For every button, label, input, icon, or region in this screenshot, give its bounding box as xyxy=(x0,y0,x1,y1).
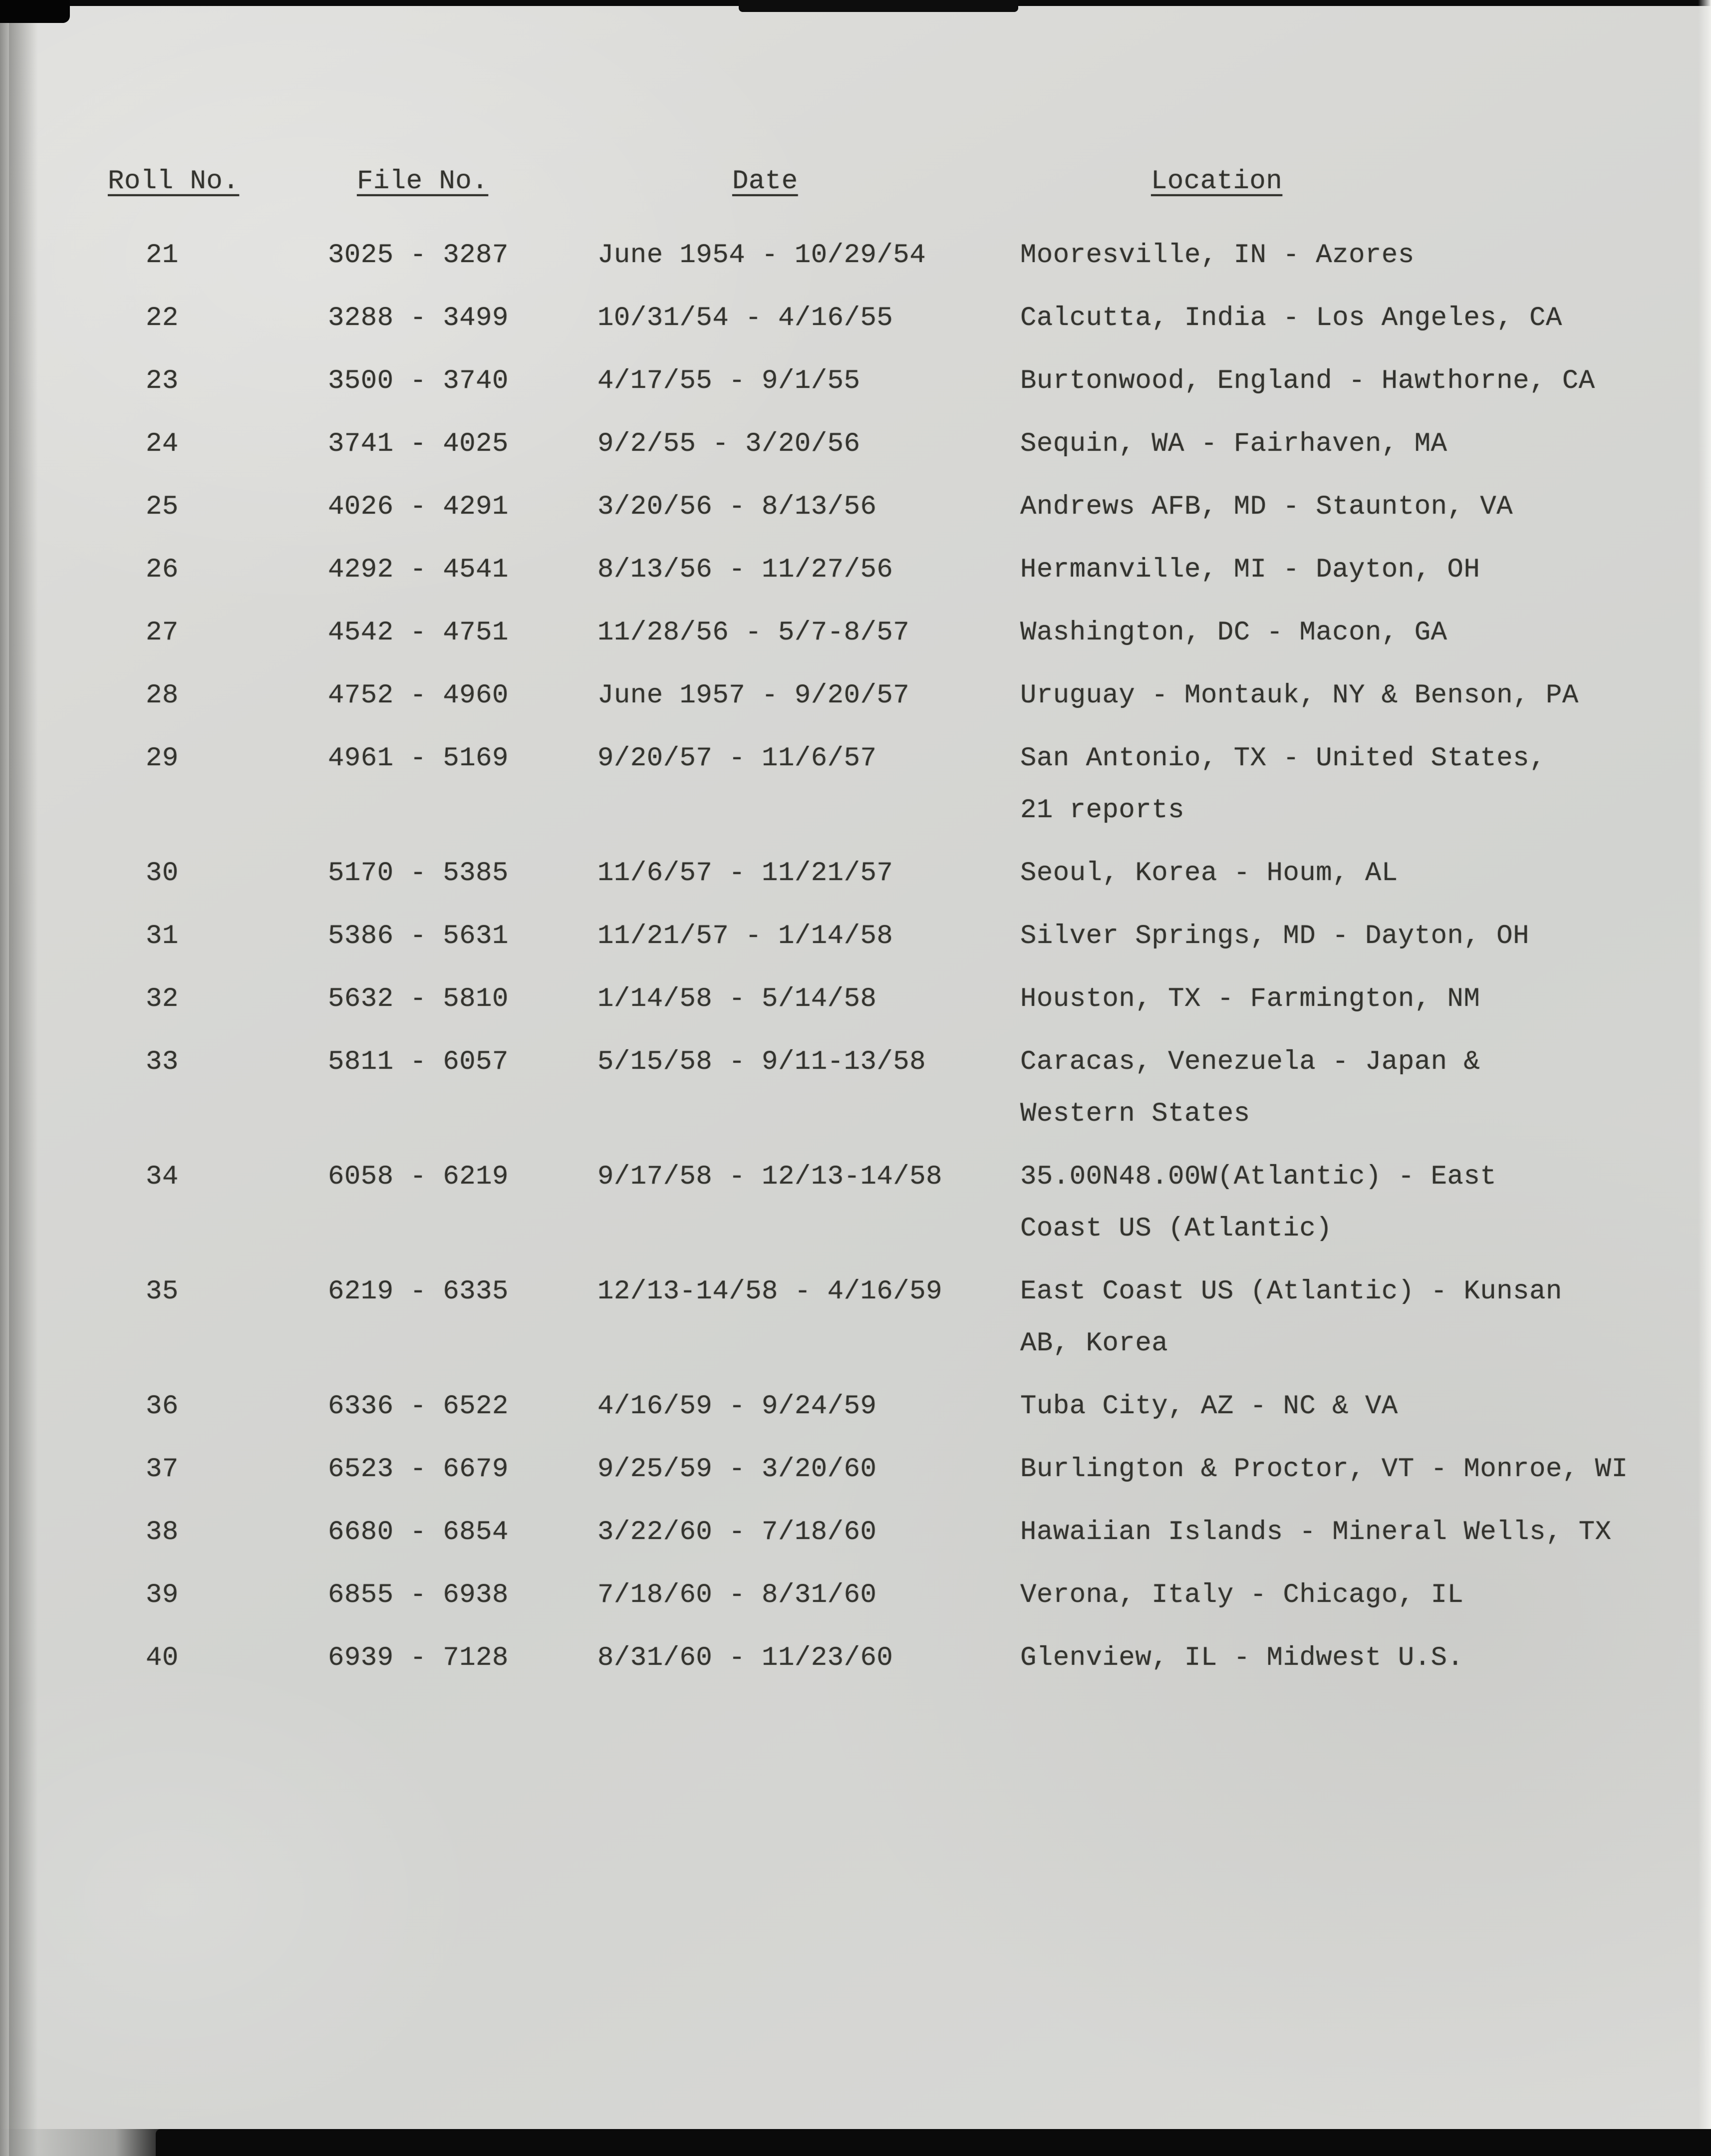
cell-file: 6939 - 7128 xyxy=(328,1643,509,1673)
cell-roll: 21 xyxy=(146,240,179,271)
cell-roll: 29 xyxy=(146,743,179,774)
scan-bottom-edge-fade xyxy=(0,2129,165,2156)
table-row xyxy=(108,481,1681,533)
location-line: Verona, Italy - Chicago, IL xyxy=(1020,1580,1464,1610)
cell-location xyxy=(1020,1151,1681,1255)
cell-roll: 34 xyxy=(146,1162,179,1192)
table-row xyxy=(108,293,1681,344)
cell-location xyxy=(1020,418,1681,470)
table-row xyxy=(108,607,1681,659)
location-line: Seoul, Korea - Houm, AL xyxy=(1020,858,1398,889)
location-line: Western States xyxy=(1020,1099,1250,1129)
cell-location xyxy=(1020,1266,1681,1370)
cell-roll: 26 xyxy=(146,555,179,585)
table-row xyxy=(108,1036,1681,1140)
cell-roll: 36 xyxy=(146,1391,179,1422)
cell-location xyxy=(1020,733,1681,837)
column-header-roll-no: Roll No. xyxy=(108,166,240,197)
cell-date: 11/6/57 - 11/21/57 xyxy=(597,858,893,889)
cell-file: 6058 - 6219 xyxy=(328,1162,509,1192)
cell-location xyxy=(1020,911,1681,962)
cell-date: 8/31/60 - 11/23/60 xyxy=(597,1643,893,1673)
cell-file: 6523 - 6679 xyxy=(328,1454,509,1485)
cell-date: 3/20/56 - 8/13/56 xyxy=(597,492,877,522)
cell-date: 10/31/54 - 4/16/55 xyxy=(597,303,893,333)
table-row xyxy=(108,911,1681,962)
cell-date: 4/17/55 - 9/1/55 xyxy=(597,366,860,396)
cell-date: 4/16/59 - 9/24/59 xyxy=(597,1391,877,1422)
cell-roll: 32 xyxy=(146,984,179,1014)
column-header-date: Date xyxy=(732,166,798,197)
cell-location xyxy=(1020,1507,1681,1558)
location-line: Washington, DC - Macon, GA xyxy=(1020,617,1447,648)
table-row xyxy=(108,1381,1681,1433)
cell-file: 4292 - 4541 xyxy=(328,555,509,585)
cell-location xyxy=(1020,355,1681,407)
cell-roll: 40 xyxy=(146,1643,179,1673)
location-line: Tuba City, AZ - NC & VA xyxy=(1020,1391,1398,1422)
location-line: 35.00N48.00W(Atlantic) - East xyxy=(1020,1162,1497,1192)
cell-file: 4542 - 4751 xyxy=(328,617,509,648)
location-line: Burlington & Proctor, VT - Monroe, WI xyxy=(1020,1454,1628,1485)
location-line: Hawaiian Islands - Mineral Wells, TX xyxy=(1020,1517,1612,1547)
location-line: Caracas, Venezuela - Japan & xyxy=(1020,1047,1480,1077)
location-line: San Antonio, TX - United States, xyxy=(1020,743,1546,774)
cell-location xyxy=(1020,1632,1681,1684)
cell-date: 12/13-14/58 - 4/16/59 xyxy=(597,1276,943,1307)
cell-roll: 23 xyxy=(146,366,179,396)
cell-roll: 38 xyxy=(146,1517,179,1547)
location-line: Uruguay - Montauk, NY & Benson, PA xyxy=(1020,680,1579,711)
table-row xyxy=(108,733,1681,837)
cell-location xyxy=(1020,544,1681,596)
table-row xyxy=(108,670,1681,722)
cell-roll: 37 xyxy=(146,1454,179,1485)
cell-location xyxy=(1020,973,1681,1025)
table-row xyxy=(108,1632,1681,1684)
cell-roll: 24 xyxy=(146,429,179,459)
cell-file: 3741 - 4025 xyxy=(328,429,509,459)
table-row xyxy=(108,355,1681,407)
location-line: Coast US (Atlantic) xyxy=(1020,1214,1333,1244)
cell-file: 3025 - 3287 xyxy=(328,240,509,271)
table-row xyxy=(108,418,1681,470)
location-line: Houston, TX - Farmington, NM xyxy=(1020,984,1480,1014)
location-line: Andrews AFB, MD - Staunton, VA xyxy=(1020,492,1513,522)
location-line: Silver Springs, MD - Dayton, OH xyxy=(1020,921,1530,951)
cell-date: 9/2/55 - 3/20/56 xyxy=(597,429,860,459)
cell-location xyxy=(1020,848,1681,900)
cell-date: June 1954 - 10/29/54 xyxy=(597,240,926,271)
cell-file: 6336 - 6522 xyxy=(328,1391,509,1422)
location-line: Calcutta, India - Los Angeles, CA xyxy=(1020,303,1562,333)
cell-date: 9/20/57 - 11/6/57 xyxy=(597,743,877,774)
cell-file: 3288 - 3499 xyxy=(328,303,509,333)
cell-date: 9/17/58 - 12/13-14/58 xyxy=(597,1162,943,1192)
cell-date: 1/14/58 - 5/14/58 xyxy=(597,984,877,1014)
table-row xyxy=(108,1444,1681,1496)
cell-file: 5170 - 5385 xyxy=(328,858,509,889)
cell-location xyxy=(1020,670,1681,722)
cell-roll: 28 xyxy=(146,680,179,711)
location-line: Sequin, WA - Fairhaven, MA xyxy=(1020,429,1447,459)
cell-date: June 1957 - 9/20/57 xyxy=(597,680,910,711)
table-header-row xyxy=(108,156,1681,208)
cell-date: 3/22/60 - 7/18/60 xyxy=(597,1517,877,1547)
location-line: AB, Korea xyxy=(1020,1328,1168,1359)
cell-roll: 25 xyxy=(146,492,179,522)
cell-location xyxy=(1020,1381,1681,1433)
cell-date: 11/28/56 - 5/7-8/57 xyxy=(597,617,910,648)
cell-location xyxy=(1020,1444,1681,1496)
cell-location xyxy=(1020,293,1681,344)
cell-location xyxy=(1020,481,1681,533)
cell-roll: 35 xyxy=(146,1276,179,1307)
column-header-location: Location xyxy=(1151,166,1283,197)
table-row xyxy=(108,230,1681,282)
table-row xyxy=(108,544,1681,596)
cell-file: 4752 - 4960 xyxy=(328,680,509,711)
cell-file: 3500 - 3740 xyxy=(328,366,509,396)
cell-location xyxy=(1020,1569,1681,1621)
cell-file: 4026 - 4291 xyxy=(328,492,509,522)
scan-bottom-edge xyxy=(156,2129,1711,2156)
cell-file: 6680 - 6854 xyxy=(328,1517,509,1547)
cell-roll: 39 xyxy=(146,1580,179,1610)
table-row xyxy=(108,973,1681,1025)
location-line: Mooresville, IN - Azores xyxy=(1020,240,1415,271)
cell-date: 8/13/56 - 11/27/56 xyxy=(597,555,893,585)
column-header-file-no: File No. xyxy=(357,166,489,197)
location-line: 21 reports xyxy=(1020,795,1185,826)
cell-roll: 31 xyxy=(146,921,179,951)
table-body xyxy=(108,230,1681,1684)
cell-file: 5386 - 5631 xyxy=(328,921,509,951)
cell-date: 11/21/57 - 1/14/58 xyxy=(597,921,893,951)
cell-file: 5632 - 5810 xyxy=(328,984,509,1014)
location-line: East Coast US (Atlantic) - Kunsan xyxy=(1020,1276,1562,1307)
location-line: Hermanville, MI - Dayton, OH xyxy=(1020,555,1480,585)
location-line: Glenview, IL - Midwest U.S. xyxy=(1020,1643,1464,1673)
cell-file: 6855 - 6938 xyxy=(328,1580,509,1610)
table-row xyxy=(108,1569,1681,1621)
cell-location xyxy=(1020,230,1681,282)
cell-file: 5811 - 6057 xyxy=(328,1047,509,1077)
cell-roll: 30 xyxy=(146,858,179,889)
table-row xyxy=(108,1266,1681,1370)
cell-file: 4961 - 5169 xyxy=(328,743,509,774)
cell-date: 7/18/60 - 8/31/60 xyxy=(597,1580,877,1610)
cell-file: 6219 - 6335 xyxy=(328,1276,509,1307)
cell-roll: 33 xyxy=(146,1047,179,1077)
cell-roll: 22 xyxy=(146,303,179,333)
cell-date: 5/15/58 - 9/11-13/58 xyxy=(597,1047,926,1077)
cell-date: 9/25/59 - 3/20/60 xyxy=(597,1454,877,1485)
table-row xyxy=(108,1151,1681,1255)
cell-location xyxy=(1020,1036,1681,1140)
location-line: Burtonwood, England - Hawthorne, CA xyxy=(1020,366,1595,396)
table-row xyxy=(108,848,1681,900)
cell-roll: 27 xyxy=(146,617,179,648)
table-row xyxy=(108,1507,1681,1558)
cell-location xyxy=(1020,607,1681,659)
